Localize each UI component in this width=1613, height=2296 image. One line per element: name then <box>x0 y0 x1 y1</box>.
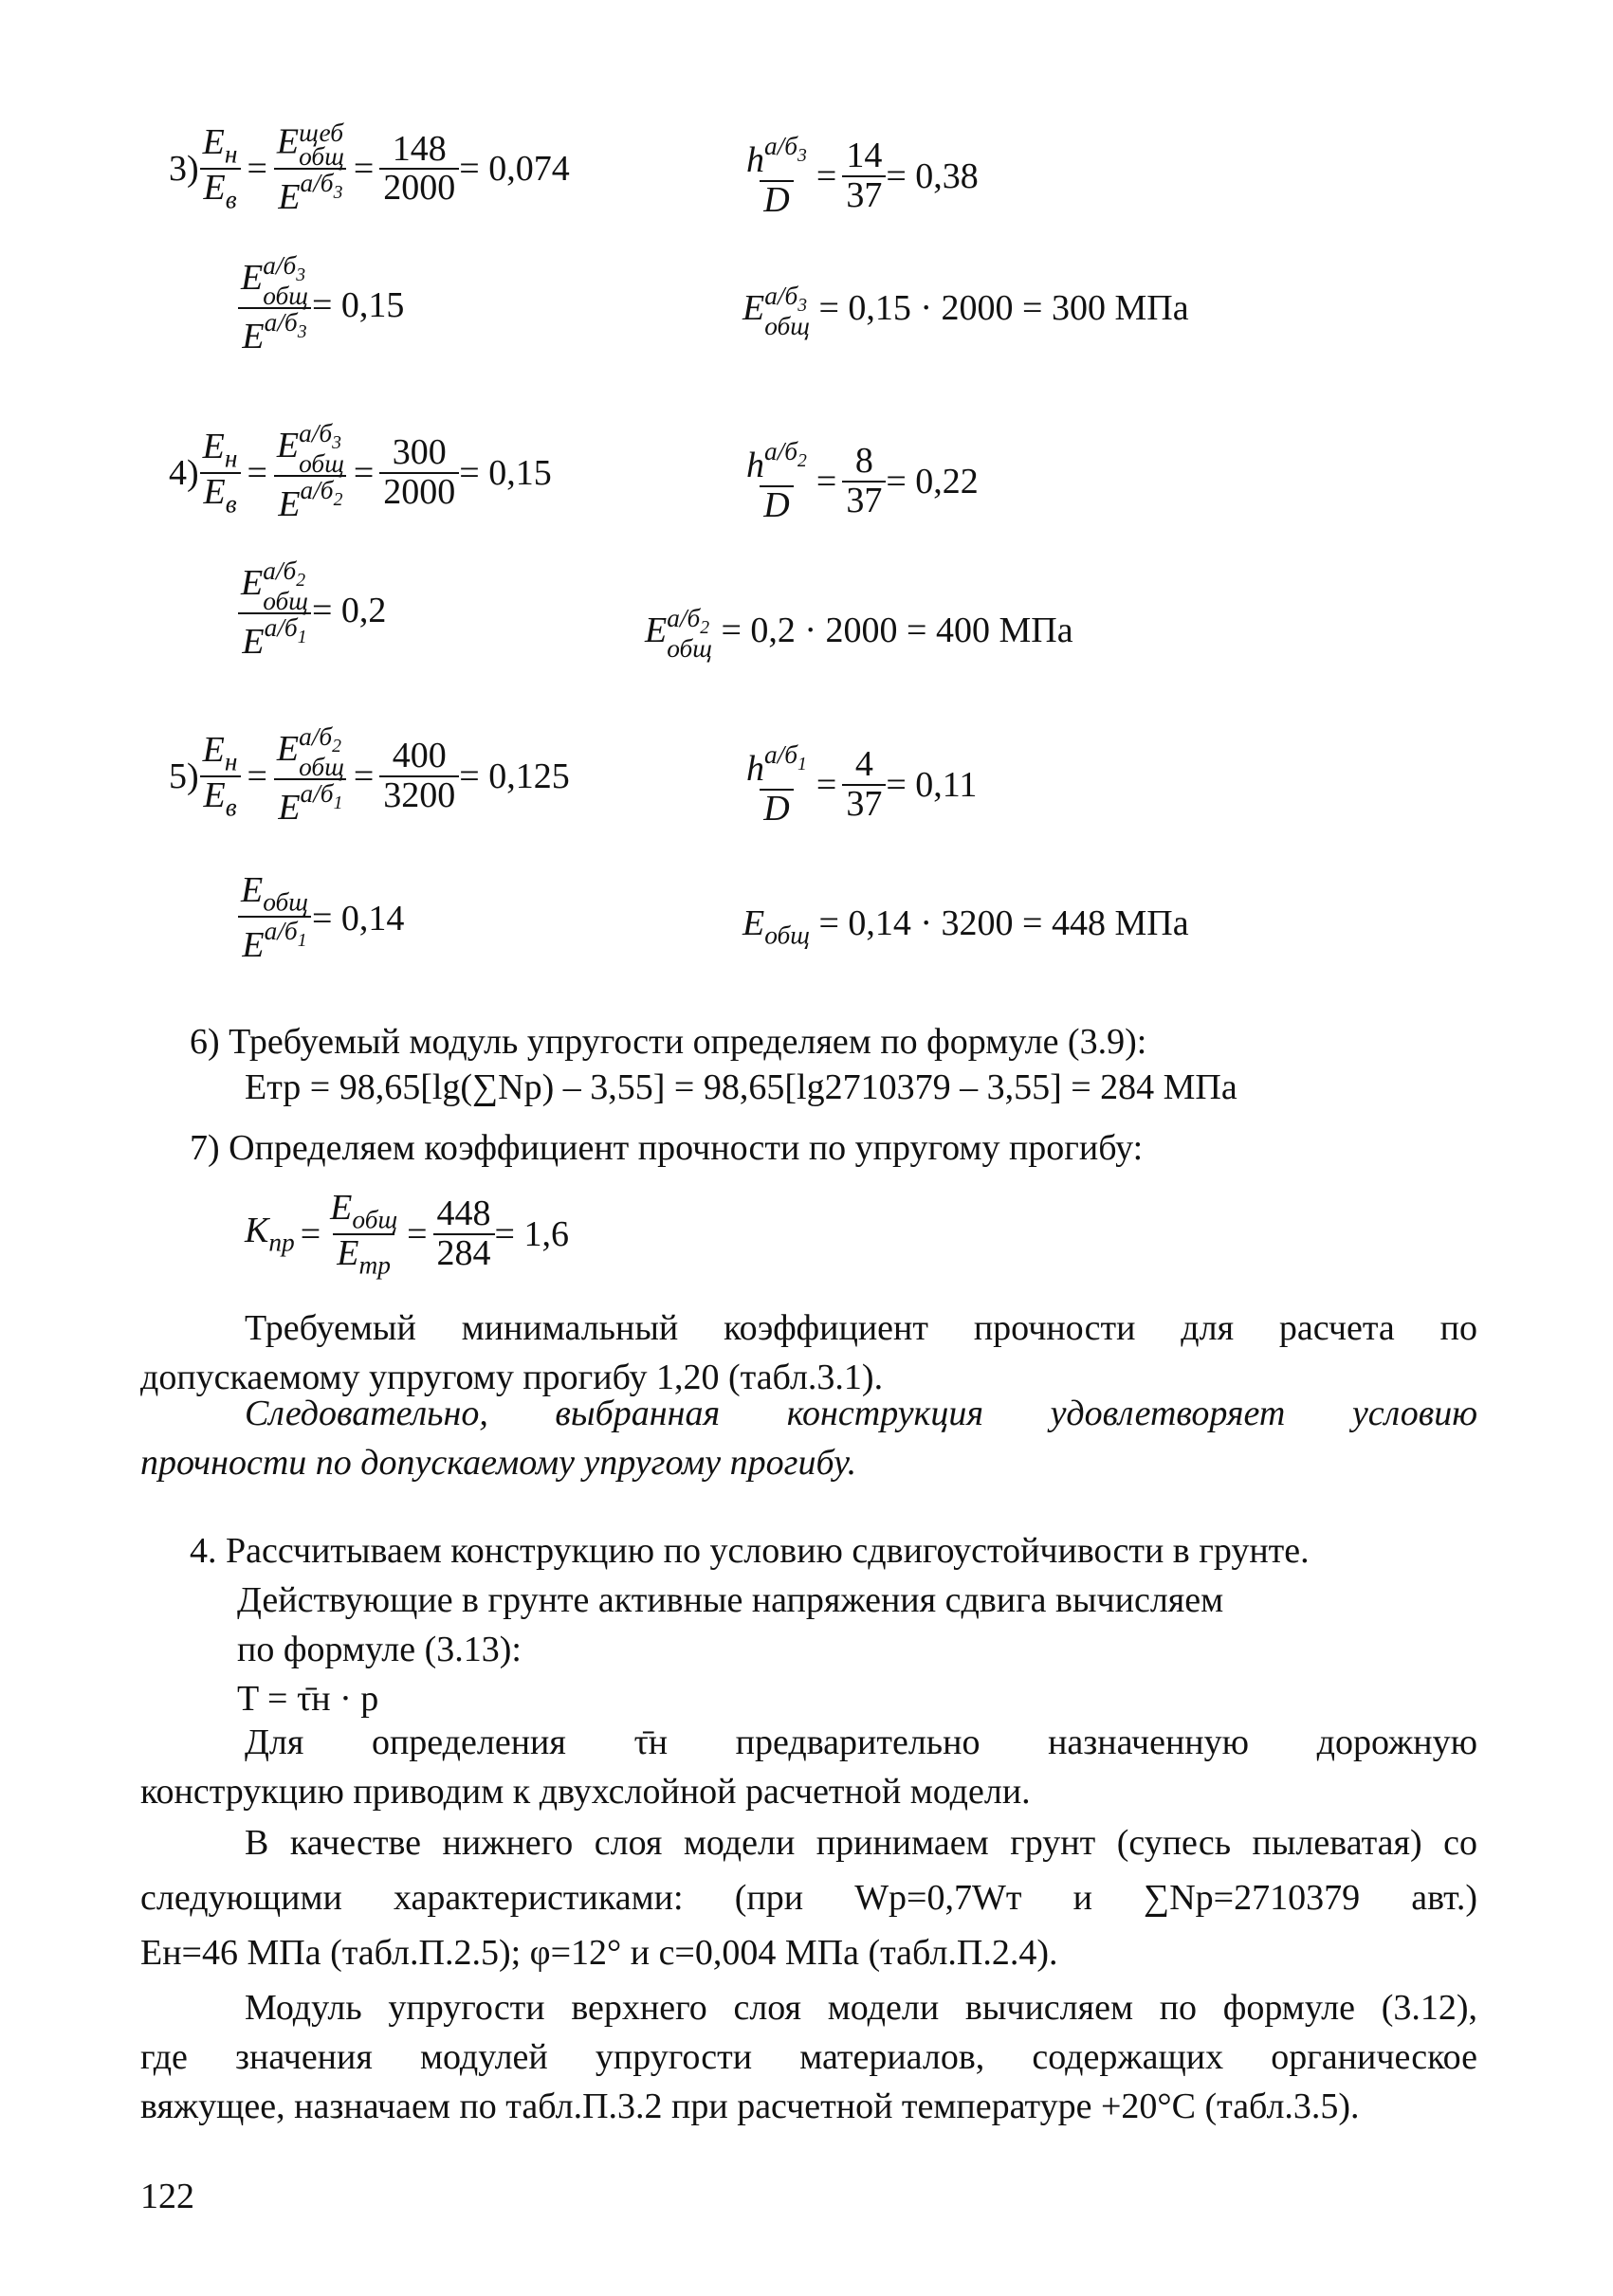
step3-fraction: $\frac{148}{2000}$ <box>379 131 459 209</box>
para-lower-layer: В качестве нижнего слоя модели принимаем грунт (супесь пылеватая) со следующими характеристиками: (при Wр=0,7Wт и ∑Nр=2710379 авт.) Eн=46 МПа (табл.П.2.5); φ=12° и с=0,004 МПа (табл.П.2.4). <box>140 1823 1477 1973</box>
step5-modulus: $E_{общ} = 0,14 \cdot 3200 = 448$ МПа <box>742 903 1189 950</box>
para-upper-layer: Модуль упругости верхнего слоя модели вычисляем по формуле (3.12), где значения модулей упругости материалов, содержащих органическое вяжущее, назначаем по табл.П.3.2 при расчетной температуре +20°C (табл.3.5). <box>140 1988 1477 2126</box>
para-determine: Для определения τ̄н предварительно назначенную дорожную конструкцию приводим к двухслойной расчетной модели. <box>140 1722 1477 1812</box>
section4-heading: 4. Рассчитываем конструкцию по условию сдвигоустойчивости в грунте. <box>190 1531 1310 1571</box>
step6-text: 6) Требуемый модуль упругости определяем по формуле (3.9): <box>190 1022 1147 1062</box>
section4: 4. Рассчитываем конструкцию по условию сдвигоустойчивости в грунте. Действующие в грунте активные напряжения сдвига вычисляем по формуле (3.13): T = τ̄н · p <box>190 1526 1479 1723</box>
step3-h-ratio: $\frac{h^{а/б_3}}{D}$ = $\frac{14}{37}$ = 0,38 <box>746 132 979 220</box>
step4-equation: 4) $\frac{E_н}{E_в}$ = E $а/б_3$ общ $E^{а/б_2}$ = $\frac{300}{2000}$ = 0,15 <box>169 419 552 524</box>
page-number: 122 <box>140 2177 194 2216</box>
step5-equation: 5) $\frac{E_н}{E_в}$ = E $а/б_2$ общ $E^{а/б_1}$ = $\frac{400}{3200}$ = 0,125 <box>169 722 570 828</box>
para-required-coefficient: Требуемый минимальный коэффициент прочности для расчета по допускаемому упругому прогибу 1,20 (табл.3.1). <box>140 1308 1477 1397</box>
step7-text: 7) Определяем коэффициент прочности по упругому прогибу: <box>190 1128 1144 1168</box>
step5-ratio: $\frac{E_{общ}}{E^{а/б_1}}$ = 0,14 <box>237 872 404 965</box>
step4-h-ratio: $\frac{h^{а/б_2}}{D}$ = $\frac{8}{37}$ = 0,22 <box>746 437 979 525</box>
step5-h-ratio: $\frac{h^{а/б_1}}{D}$ = $\frac{4}{37}$ = 0,11 <box>746 740 978 829</box>
step3-ratio: E $а/б_3$ общ $E^{а/б_3}$ = 0,15 <box>237 254 404 356</box>
step3-result: = 0,074 <box>459 149 570 190</box>
step4-modulus: E $а/б_2$ общ = 0,2 · 2000 = 400 МПа <box>645 604 1073 663</box>
step3-label: 3) <box>169 149 199 190</box>
section4-formula: T = τ̄н · p <box>237 1679 379 1719</box>
para-conclusion: Следовательно, выбранная конструкция удовлетворяет условию прочности по допускаемому упругому прогибу. <box>140 1394 1477 1483</box>
step7-equation: $K_{пр}$ = $\frac{E_{общ}}{E_{тр}}$ = $\frac{448}{284}$ = 1,6 <box>245 1188 569 1280</box>
step3-equation: 3) $\frac{E_н}{E_в}$ = E щеб общ $E^{а/б_3}$ = $\frac{148}{2000}$ = 0,074 <box>169 118 570 217</box>
step3-modulus: E $а/б_3$ общ = 0,15 · 2000 = 300 МПа <box>742 282 1189 340</box>
step4-ratio: E $а/б_2$ общ $E^{а/б_1}$ = 0,2 <box>237 559 386 662</box>
step6-formula: Eтр = 98,65[lg(∑Nр) – 3,55] = 98,65[lg2710379 – 3,55] = 284 МПа <box>245 1067 1237 1107</box>
